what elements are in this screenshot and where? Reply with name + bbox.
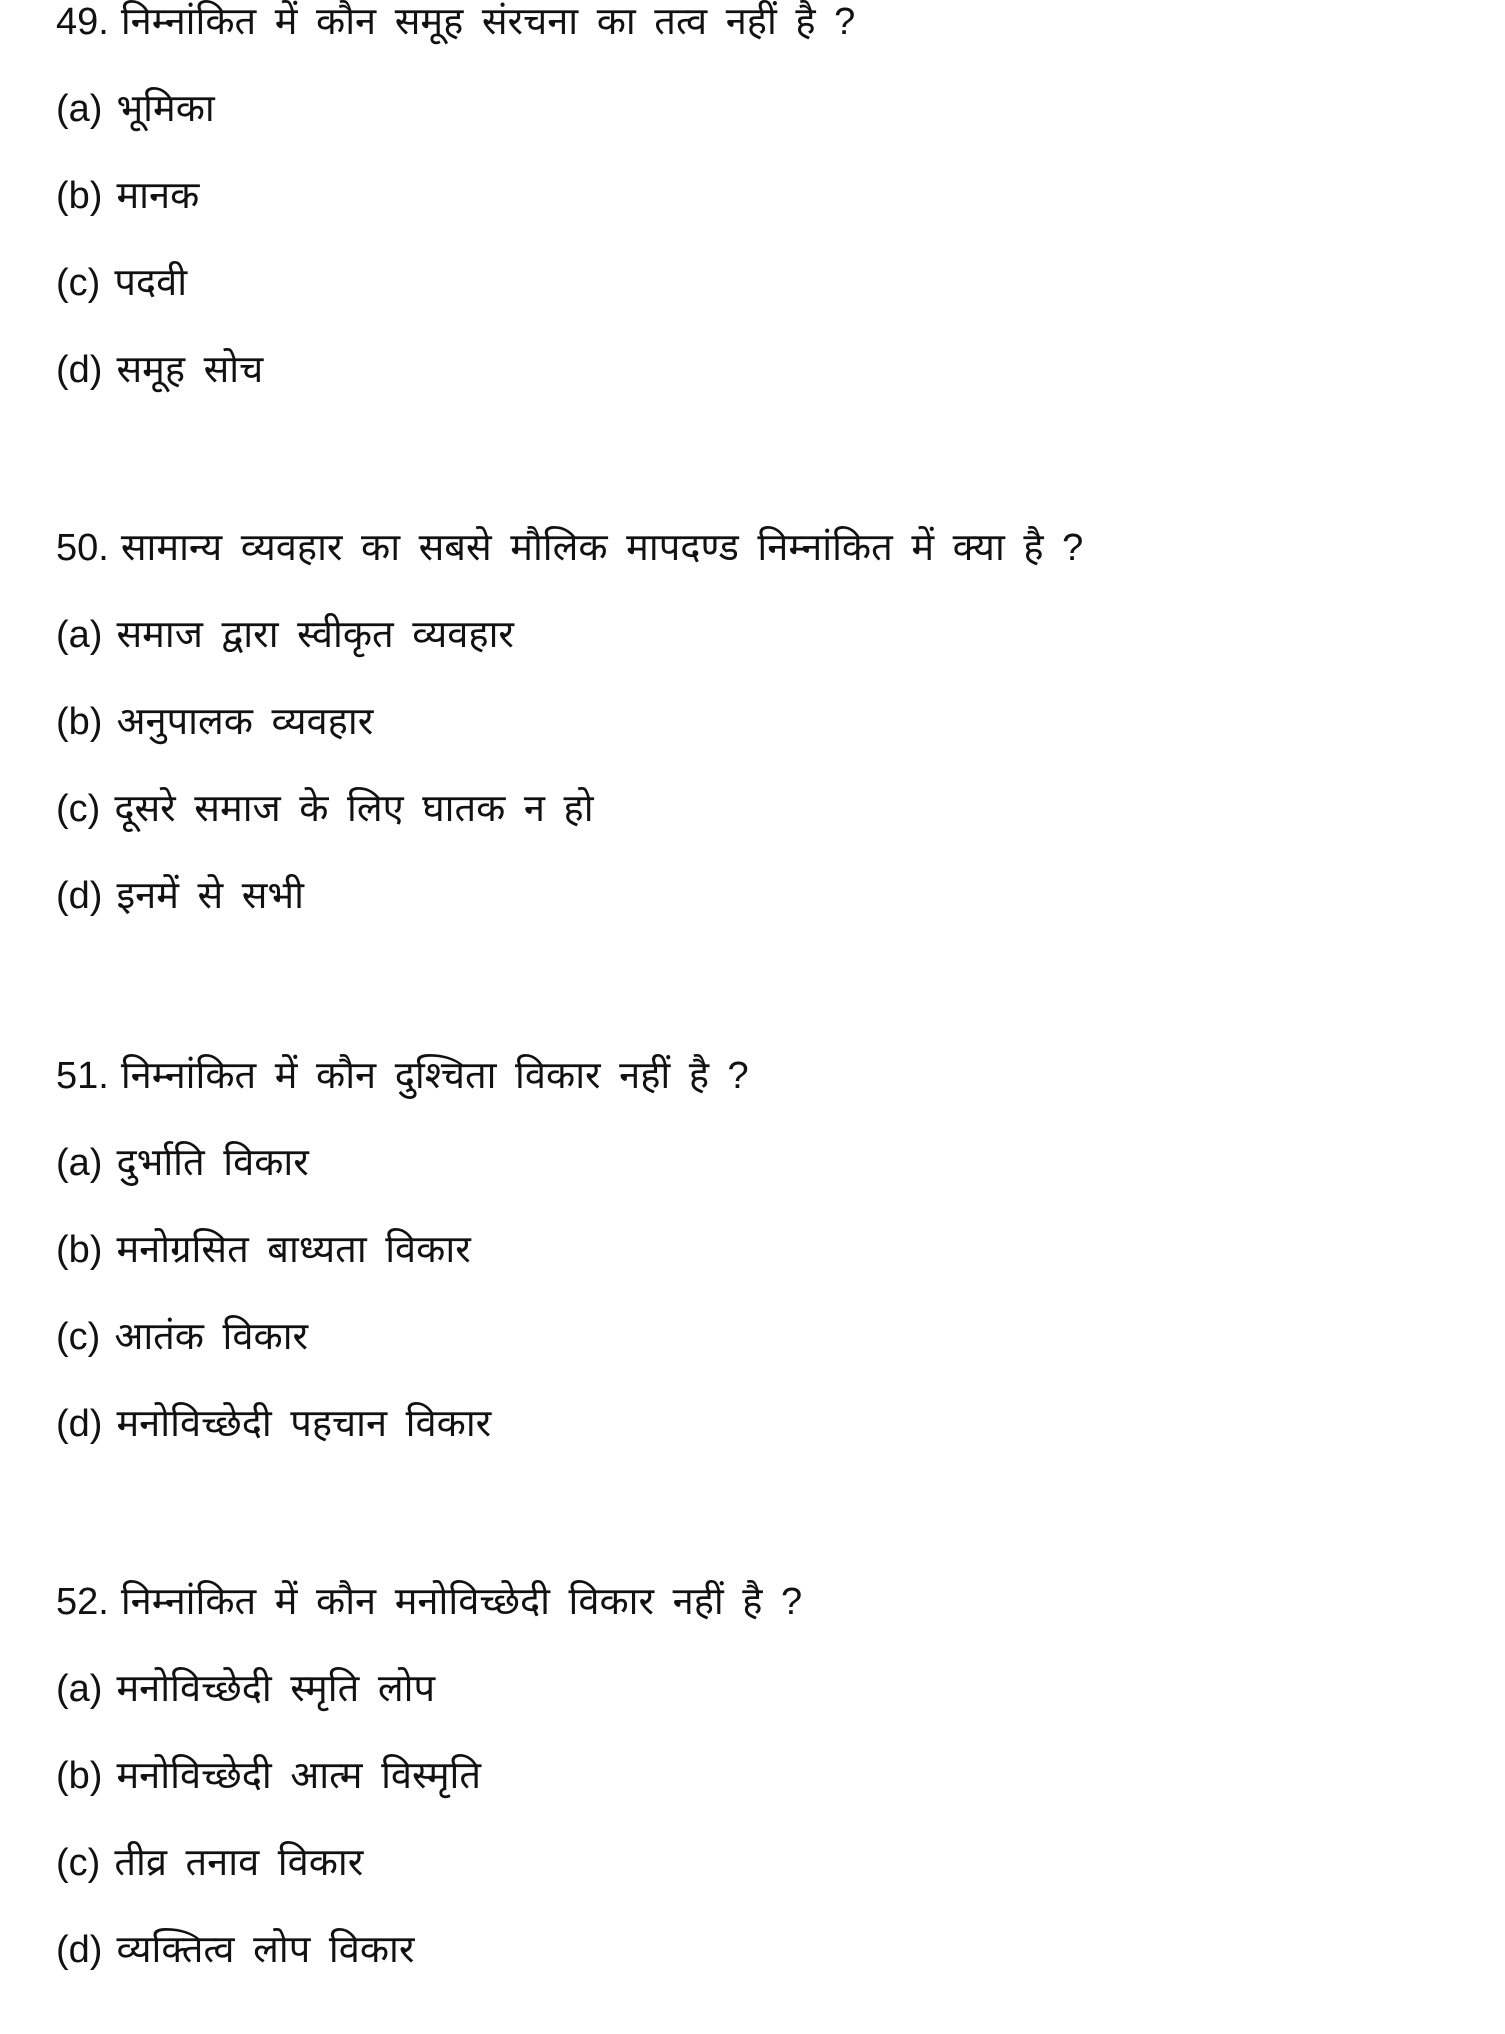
option-text: तीव्र तनाव विकार (114, 1842, 364, 1884)
option-label: (b) (56, 175, 103, 217)
option-d (56, 348, 263, 392)
option-label: (a) (56, 1668, 103, 1710)
question-text: निम्नांकित में कौन मनोविच्छेदी विकार नहीं है ? (120, 1581, 803, 1623)
question-number: 52. (56, 1581, 109, 1623)
option-a (56, 1667, 435, 1711)
option-b (56, 1228, 471, 1272)
option-label: (a) (56, 1142, 103, 1184)
option-a (56, 613, 514, 657)
option-d (56, 1402, 491, 1446)
option-label: (c) (56, 788, 101, 830)
question-text: निम्नांकित में कौन दुश्चिता विकार नहीं है ? (120, 1055, 749, 1097)
option-label: (b) (56, 701, 103, 743)
option-text: भूमिका (116, 88, 215, 130)
option-text: मनोविच्छेदी पहचान विकार (116, 1403, 492, 1445)
question-52 (56, 1580, 802, 1624)
option-label: (d) (56, 349, 103, 391)
option-c (56, 787, 594, 831)
option-text: दूसरे समाज के लिए घातक न हो (114, 788, 594, 830)
question-51 (56, 1054, 749, 1098)
option-c (56, 261, 187, 305)
option-c (56, 1315, 308, 1359)
option-text: मनोविच्छेदी आत्म विस्मृति (116, 1755, 482, 1797)
option-label: (a) (56, 88, 103, 130)
option-a (56, 1141, 309, 1185)
option-label: (d) (56, 875, 103, 917)
option-label: (c) (56, 1316, 101, 1358)
question-text: निम्नांकित में कौन समूह संरचना का तत्व नहीं है ? (120, 1, 856, 43)
question-text: सामान्य व्यवहार का सबसे मौलिक मापदण्ड निम्नांकित में क्या है ? (120, 527, 1084, 569)
option-label: (a) (56, 614, 103, 656)
question-49 (56, 0, 855, 44)
option-label: (d) (56, 1929, 103, 1971)
option-text: इनमें से सभी (116, 875, 304, 917)
option-text: अनुपालक व्यवहार (116, 701, 374, 743)
option-label: (c) (56, 262, 101, 304)
question-number: 49. (56, 1, 109, 43)
question-number: 51. (56, 1055, 109, 1097)
option-text: आतंक विकार (114, 1316, 309, 1358)
option-label: (c) (56, 1842, 101, 1884)
option-b (56, 1754, 481, 1798)
option-b (56, 174, 199, 218)
option-text: समाज द्वारा स्वीकृत व्यवहार (116, 614, 514, 656)
option-label: (b) (56, 1755, 103, 1797)
option-d (56, 874, 304, 918)
option-text: पदवी (114, 262, 188, 304)
option-text: मानक (116, 175, 200, 217)
option-d (56, 1928, 414, 1972)
option-label: (d) (56, 1403, 103, 1445)
option-b (56, 700, 373, 744)
option-a (56, 87, 215, 131)
option-text: मनोविच्छेदी स्मृति लोप (116, 1668, 436, 1710)
option-c (56, 1841, 363, 1885)
question-number: 50. (56, 527, 109, 569)
option-label: (b) (56, 1229, 103, 1271)
option-text: मनोग्रसित बाध्यता विकार (116, 1229, 471, 1271)
question-50 (56, 526, 1083, 570)
option-text: दुर्भाति विकार (116, 1142, 309, 1184)
option-text: समूह सोच (116, 349, 264, 391)
option-text: व्यक्तित्व लोप विकार (116, 1929, 415, 1971)
